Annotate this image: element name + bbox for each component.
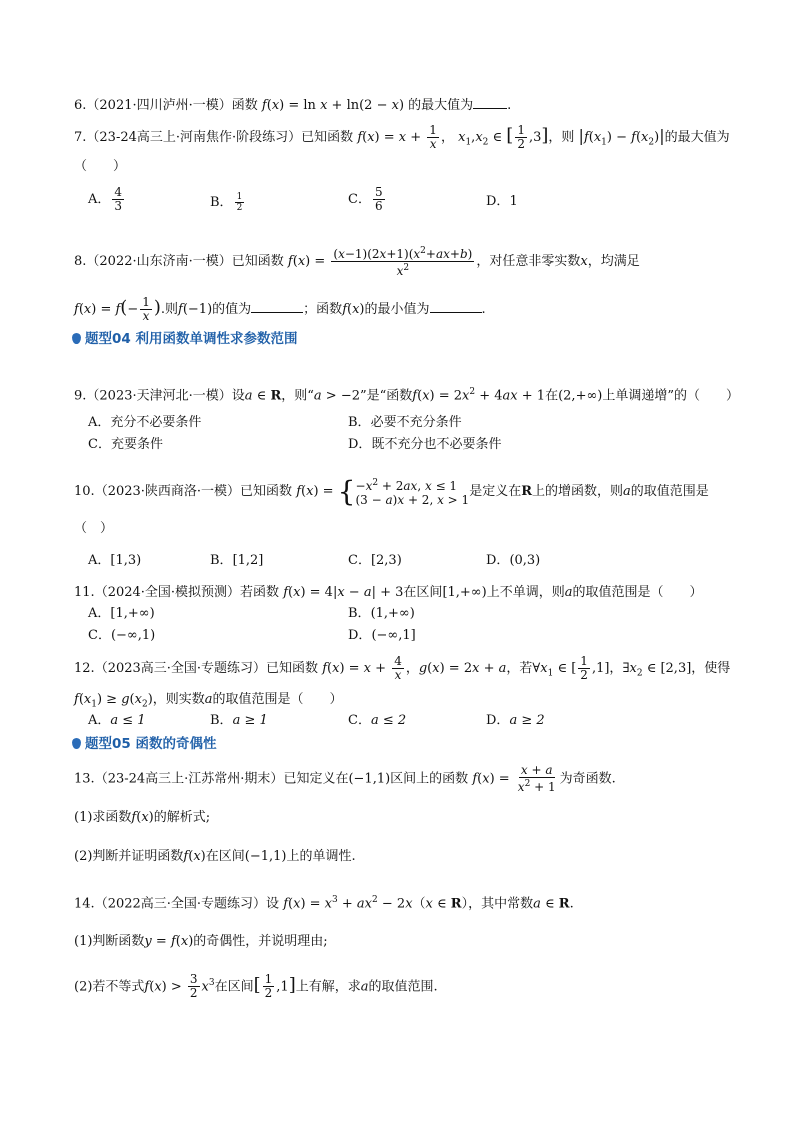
question-number: 12. bbox=[74, 661, 95, 676]
option-a[interactable]: A． $\frac{4}{3}$ bbox=[88, 185, 123, 213]
option-a[interactable]: A．充分不必要条件 bbox=[88, 415, 202, 430]
option-c[interactable]: C．(−∞,1) bbox=[88, 628, 156, 643]
option-d[interactable]: D．(−∞,1] bbox=[348, 628, 416, 643]
question-11: 11.（2024·全国·模拟预测）若函数 f(x) = 4|x − a| + 3在区间[1,+∞)上不单调，则a的取值范围是（ ） bbox=[74, 585, 703, 600]
question-7-paren: （ ） bbox=[74, 159, 127, 174]
question-source: （2023·陕西商洛·一模） bbox=[94, 484, 241, 499]
question-number: 9. bbox=[74, 388, 87, 404]
option-c[interactable]: C．充要条件 bbox=[88, 437, 163, 452]
question-6: 6.（2021·四川泸州·一模）函数 f(x) = ln x + ln(2 − x) 的最大值为 . bbox=[74, 98, 512, 113]
option-a[interactable]: A．[1,3) bbox=[88, 553, 142, 568]
option-a[interactable]: A．a ≤ 1 bbox=[88, 713, 146, 728]
option-b[interactable]: B．[1,2] bbox=[210, 553, 264, 568]
question-source: （2021·四川泸州·一模） bbox=[86, 98, 232, 113]
question-12-line2: $f(x_1) \ge g(x_2)$，则实数a的取值范围是（ ） bbox=[74, 692, 343, 710]
option-b[interactable]: B．必要不充分条件 bbox=[348, 415, 462, 430]
question-14-part2: (2)若不等式f(x) > $\frac{3}{2}$ $x^3$在区间[ $\frac{1}{2}$ ,1]上有解，求a的取值范围. bbox=[74, 972, 438, 1001]
question-number: 7. bbox=[74, 130, 87, 145]
option-c[interactable]: C． $\frac{5}{6}$ bbox=[348, 185, 383, 213]
answer-blank bbox=[473, 96, 507, 109]
question-number: 6. bbox=[74, 98, 87, 113]
question-13-part1: (1)求函数f(x)的解析式; bbox=[74, 810, 211, 825]
option-b[interactable]: B．(1,+∞) bbox=[348, 606, 415, 621]
question-12: 12.（2023高三·全国·专题练习）已知函数 f(x) = x + $\frac{4}{x}$ ，g(x) = 2x + a，若$\forall x_1$ ∈ [ $\frac{1}{2}$ ,1]，$\exists x_2$ ∈ [2,3]，使得 bbox=[74, 654, 731, 682]
question-10-options bbox=[88, 551, 648, 573]
option-b[interactable]: B．a ≥ 1 bbox=[210, 713, 268, 728]
question-number: 13. bbox=[74, 771, 95, 787]
question-7: 7.（23-24高三上·河南焦作·阶段练习）已知函数 f(x) = x + $\frac{1}{x}$ ， $x_1,x_2$ ∈ [ $\frac{1}{2}$ ,3]，则 $|f(x_1) - f(x_2)|$的最大值为 bbox=[74, 123, 730, 151]
option-d[interactable]: D．a ≥ 2 bbox=[486, 713, 545, 728]
section-heading-04: 题型04 利用函数单调性求参数范围 bbox=[72, 329, 298, 349]
question-14-part1: (1)判断函数y = f(x)的奇偶性，并说明理由; bbox=[74, 934, 328, 949]
question-number: 8. bbox=[74, 254, 87, 269]
question-10: 10.（2023·陕西商洛·一模）已知函数 f(x) = { $-x^2 + 2ax$, x ≤ 1 (3 − a)x + 2, x > 1 是定义在R上的增函数，则a的取值范围是 bbox=[74, 474, 709, 508]
question-number: 14. bbox=[74, 896, 95, 912]
question-source: （23-24高三上·江苏常州·期末） bbox=[94, 771, 284, 787]
section-marker-icon bbox=[72, 738, 81, 749]
question-source: （2022·山东济南·一模） bbox=[86, 254, 232, 269]
question-source: （2023·天津河北·一模） bbox=[86, 388, 232, 404]
option-d[interactable]: D．1 bbox=[486, 194, 518, 209]
answer-blank bbox=[430, 300, 482, 313]
question-8: 8.（2022·山东济南·一模）已知函数 f(x) = $\frac{(x-1)(2x+1)(x^2+ax+b)}{x^2}$ ，对任意非零实数x，均满足 bbox=[74, 246, 640, 278]
option-d[interactable]: D．(0,3) bbox=[486, 553, 541, 568]
question-9-options bbox=[88, 413, 648, 457]
question-source: （2024·全国·模拟预测） bbox=[94, 585, 241, 600]
question-source: （2023高三·全国·专题练习） bbox=[94, 661, 267, 676]
question-source: （23-24高三上·河南焦作·阶段练习） bbox=[86, 130, 302, 145]
question-13: 13.（23-24高三上·江苏常州·期末）已知定义在(−1,1)区间上的函数 f(x) = $\frac{x + a}{x^2 + 1}$ 为奇函数. bbox=[74, 763, 616, 794]
option-b[interactable]: B． $\frac{1}{2}$ bbox=[210, 192, 243, 213]
question-14: 14.（2022高三·全国·专题练习）设 $f(x) = x^3 + ax^2 - 2x(x$ ∈ R），其中常数a ∈ R. bbox=[74, 895, 574, 912]
option-a[interactable]: A．[1,+∞) bbox=[88, 606, 155, 621]
question-10-paren: （ ） bbox=[74, 521, 114, 536]
question-number: 10. bbox=[74, 484, 95, 499]
question-source: （2022高三·全国·专题练习） bbox=[94, 896, 267, 912]
question-11-options bbox=[88, 604, 648, 648]
option-c[interactable]: C．a ≤ 2 bbox=[348, 713, 407, 728]
question-7-options bbox=[88, 186, 648, 222]
answer-blank bbox=[251, 300, 303, 313]
section-heading-05: 题型05 函数的奇偶性 bbox=[72, 734, 217, 754]
question-13-part2: (2)判断并证明函数f(x)在区间(−1,1)上的单调性. bbox=[74, 849, 356, 864]
question-12-options bbox=[88, 711, 648, 733]
section-marker-icon bbox=[72, 333, 81, 344]
question-8-line2: f(x) = f(− $\frac{1}{x}$ ).则f(−1)的值为 ；函数f(x)的最小值为 . bbox=[74, 295, 486, 323]
question-number: 11. bbox=[74, 585, 95, 600]
option-d[interactable]: D．既不充分也不必要条件 bbox=[348, 437, 502, 452]
option-c[interactable]: C．[2,3) bbox=[348, 553, 402, 568]
question-9: 9.（2023·天津河北·一模）设a ∈ R，则“a > −2”是“函数$f(x) = 2x^2 + 4ax + 1$在(2,+∞)上单调递增”的（ ） bbox=[74, 387, 740, 404]
